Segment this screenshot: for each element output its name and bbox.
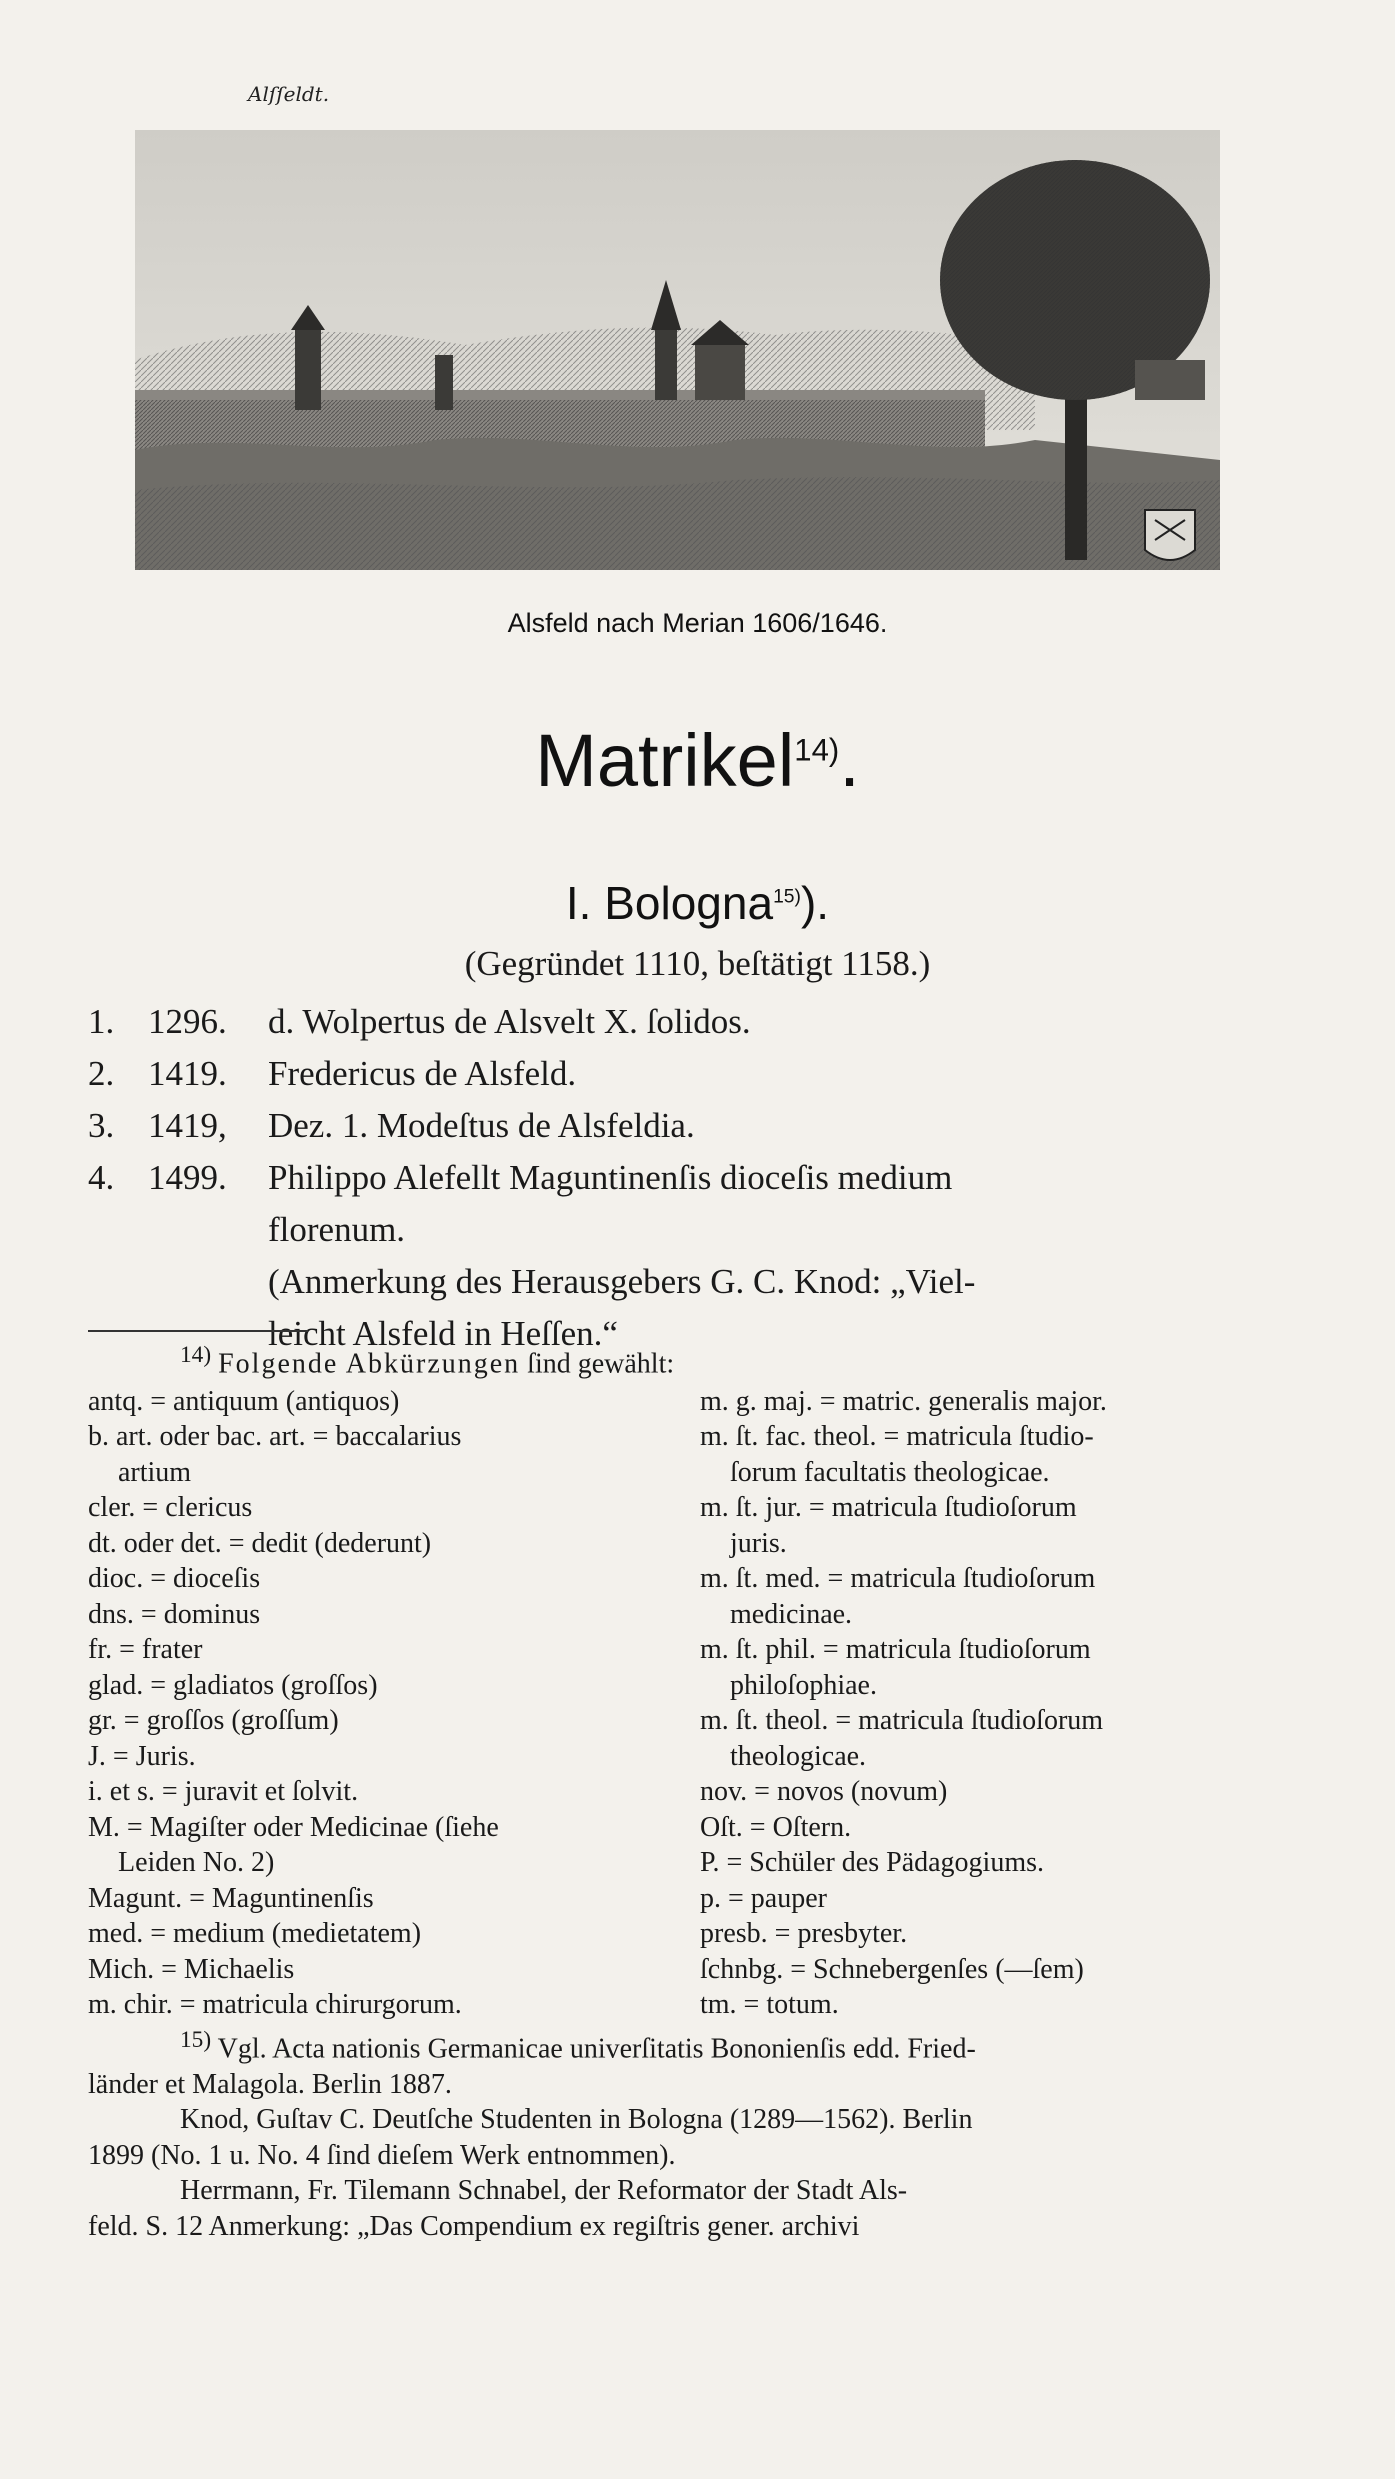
abbreviation-text: m. ſt. fac. theol. = matricula ſtudio- bbox=[700, 1421, 1094, 1453]
abbreviation-text: antq. = antiquum (antiquos) bbox=[88, 1385, 400, 1417]
abbreviation-item bbox=[700, 1419, 1278, 1490]
entry-number: 2. bbox=[88, 1054, 115, 1093]
abbreviation-text: i. et s. = juravit et ſolvit. bbox=[88, 1776, 359, 1808]
footnote-14-heading bbox=[88, 1338, 1278, 1382]
abbreviation-item bbox=[88, 1561, 700, 1597]
abbreviation-item bbox=[700, 1774, 1278, 1810]
abbreviation-item bbox=[700, 1810, 1278, 1846]
abbreviation-text-continued: Leiden No. 2) bbox=[118, 1847, 275, 1879]
abbreviation-item bbox=[88, 1597, 700, 1633]
abbreviation-item bbox=[700, 1384, 1278, 1420]
abbreviation-item bbox=[700, 1916, 1278, 1952]
entry-number: 3. bbox=[88, 1106, 115, 1145]
entry-text: d. Wolpertus de Alsvelt X. ſolidos. bbox=[268, 1002, 751, 1041]
abbreviation-item bbox=[88, 1952, 700, 1988]
abbreviation-item bbox=[88, 1384, 700, 1420]
engraving-label: Alſſeldt. bbox=[248, 82, 330, 106]
editor-note-line2: leicht Alsfeld in Heſſen.“ bbox=[268, 1314, 618, 1353]
abbreviation-item bbox=[700, 1561, 1278, 1632]
abbreviation-text: nov. = novos (novum) bbox=[700, 1776, 948, 1808]
abbreviation-item bbox=[700, 1703, 1278, 1774]
abbreviation-text-continued: medicinae. bbox=[730, 1598, 853, 1630]
footnote-14-intro-rest: ſind gewählt: bbox=[527, 1348, 675, 1380]
abbreviation-item bbox=[88, 1526, 700, 1562]
entry-year: 1419. bbox=[148, 1054, 227, 1093]
abbreviation-item bbox=[700, 1845, 1278, 1881]
abbreviation-item bbox=[88, 1490, 700, 1526]
footnote-divider bbox=[88, 1330, 308, 1332]
entry-row bbox=[88, 1152, 1278, 1204]
title-footnote-marker: 14) bbox=[794, 732, 840, 768]
entry-row bbox=[88, 996, 1278, 1048]
abbreviation-item bbox=[88, 1987, 700, 2023]
footnote-15-line1 bbox=[88, 2023, 1278, 2067]
abbreviation-item bbox=[700, 1987, 1278, 2023]
abbreviation-text: m. ſt. theol. = matricula ſtudioſorum bbox=[700, 1705, 1104, 1737]
abbreviation-text: m. chir. = matricula chirurgorum. bbox=[88, 1989, 462, 2021]
abbreviation-text: Mich. = Michaelis bbox=[88, 1953, 295, 1985]
abbreviation-text: p. = pauper bbox=[700, 1882, 827, 1914]
entry-text: Dez. 1. Modeſtus de Alsfeldia. bbox=[268, 1106, 695, 1145]
abbreviation-text: dt. oder det. = dedit (dederunt) bbox=[88, 1527, 432, 1559]
alsfeld-engraving-image bbox=[135, 130, 1220, 570]
entry-text: Fredericus de Alsfeld. bbox=[268, 1054, 577, 1093]
entry-number: 1. bbox=[88, 1002, 115, 1041]
engraving-drawing bbox=[135, 130, 1220, 570]
footnote-14-intro: Folgende Abkürzungen bbox=[218, 1348, 521, 1380]
abbreviation-text: dns. = dominus bbox=[88, 1598, 261, 1630]
abbreviation-item bbox=[88, 1810, 700, 1881]
footnote-15-knod-line1: Knod, Guſtav C. Deutſche Studenten in Bologna (1289—1562). Berlin bbox=[180, 2104, 973, 2136]
abbreviation-item bbox=[700, 1952, 1278, 1988]
abbreviation-text: cler. = clericus bbox=[88, 1492, 253, 1524]
entry-row bbox=[88, 1100, 1278, 1152]
abbreviation-item bbox=[88, 1668, 700, 1704]
abbreviation-text-continued: artium bbox=[118, 1456, 192, 1488]
abbreviation-list bbox=[88, 1384, 1278, 2023]
entry-year: 1419, bbox=[148, 1106, 227, 1145]
entry-year: 1499. bbox=[148, 1158, 227, 1197]
abbreviation-text: m. ſt. jur. = matricula ſtudioſorum bbox=[700, 1492, 1077, 1524]
abbreviation-item bbox=[88, 1739, 700, 1775]
abbreviation-text-continued: ſorum facultatis theologicae. bbox=[730, 1456, 1050, 1488]
abbreviation-text: J. = Juris. bbox=[88, 1740, 196, 1772]
abbreviation-text: gr. = groſſos (groſſum) bbox=[88, 1705, 339, 1737]
footnote-14-marker: 14) bbox=[180, 1342, 212, 1368]
abbreviation-item bbox=[700, 1881, 1278, 1917]
footnote-15-herrmann-line2: feld. S. 12 Anmerkung: „Das Compendium ex regiſtris gener. archivi bbox=[88, 2210, 860, 2242]
abbreviation-text: m. g. maj. = matric. generalis major. bbox=[700, 1385, 1107, 1417]
editor-note-line1: (Anmerkung des Herausgebers G. C. Knod: „Viel- bbox=[268, 1262, 976, 1301]
section-heading: I. Bologna$^{15)}$). bbox=[565, 877, 830, 929]
abbreviation-item bbox=[88, 1774, 700, 1810]
abbreviation-text: ſchnbg. = Schnebergenſes (—ſem) bbox=[700, 1953, 1084, 1985]
founding-note: (Gegründet 1110, beſtätigt 1158.) bbox=[464, 944, 931, 983]
entry-continuation: florenum. bbox=[268, 1210, 406, 1249]
title-text: Matrikel bbox=[535, 719, 795, 802]
entry-text: Philippo Alefellt Maguntinenſis dioceſis medium bbox=[268, 1158, 953, 1197]
entry-number: 4. bbox=[88, 1158, 115, 1197]
footnote-15 bbox=[88, 2023, 1278, 2244]
section-heading-text: I. Bologna bbox=[565, 877, 774, 929]
abbreviation-text: P. = Schüler des Pädagogiums. bbox=[700, 1847, 1044, 1879]
abbreviation-column-left bbox=[88, 1384, 700, 2023]
abbreviation-text: b. art. oder bac. art. = baccalarius bbox=[88, 1421, 462, 1453]
matriculation-entries bbox=[88, 996, 1278, 1360]
abbreviation-text-continued: theologicae. bbox=[730, 1740, 867, 1772]
footnote-15-marker: 15) bbox=[180, 2026, 212, 2053]
abbreviation-text: dioc. = dioceſis bbox=[88, 1563, 261, 1595]
footnote-15-herrmann-line1: Herrmann, Fr. Tilemann Schnabel, der Reformator der Stadt Als- bbox=[180, 2175, 908, 2207]
abbreviation-text: m. ſt. med. = matricula ſtudioſorum bbox=[700, 1563, 1096, 1595]
abbreviation-text-continued: juris. bbox=[730, 1527, 787, 1559]
section-footnote-marker: 15) bbox=[773, 886, 801, 908]
entry-year: 1296. bbox=[148, 1002, 227, 1041]
abbreviation-text: fr. = frater bbox=[88, 1634, 203, 1666]
footnote-15-line2: länder et Malagola. Berlin 1887. bbox=[88, 2068, 452, 2100]
abbreviation-item bbox=[700, 1632, 1278, 1703]
abbreviation-text: Magunt. = Maguntinenſis bbox=[88, 1882, 374, 1914]
abbreviation-text: med. = medium (medietatem) bbox=[88, 1918, 422, 1950]
abbreviation-text: m. ſt. phil. = matricula ſtudioſorum bbox=[700, 1634, 1091, 1666]
abbreviation-item bbox=[88, 1881, 700, 1917]
abbreviation-text: glad. = gladiatos (groſſos) bbox=[88, 1669, 378, 1701]
page-title: Matrikel$^{14)}$. bbox=[535, 719, 860, 802]
abbreviation-item bbox=[700, 1490, 1278, 1561]
footnotes bbox=[88, 1338, 1278, 2244]
abbreviation-item bbox=[88, 1632, 700, 1668]
abbreviation-item bbox=[88, 1419, 700, 1490]
abbreviation-column-right bbox=[700, 1384, 1278, 2023]
entry-row bbox=[88, 1048, 1278, 1100]
footnote-15-knod-line2: 1899 (No. 1 u. No. 4 ſind dieſem Werk entnommen). bbox=[88, 2139, 676, 2171]
abbreviation-text-continued: philoſophiae. bbox=[730, 1669, 877, 1701]
abbreviation-text: Oſt. = Oſtern. bbox=[700, 1811, 852, 1843]
engraving-caption: Alsfeld nach Merian 1606/1646. bbox=[507, 608, 888, 638]
abbreviation-text: presb. = presbyter. bbox=[700, 1918, 908, 1950]
abbreviation-item bbox=[88, 1703, 700, 1739]
footnote-15-text: Vgl. Acta nationis Germanicae univerſitatis Bononienſis edd. Fried- bbox=[217, 2033, 976, 2065]
abbreviation-text: M. = Magiſter oder Medicinae (ſiehe bbox=[88, 1811, 499, 1843]
abbreviation-text: tm. = totum. bbox=[700, 1989, 839, 2021]
abbreviation-item bbox=[88, 1916, 700, 1952]
